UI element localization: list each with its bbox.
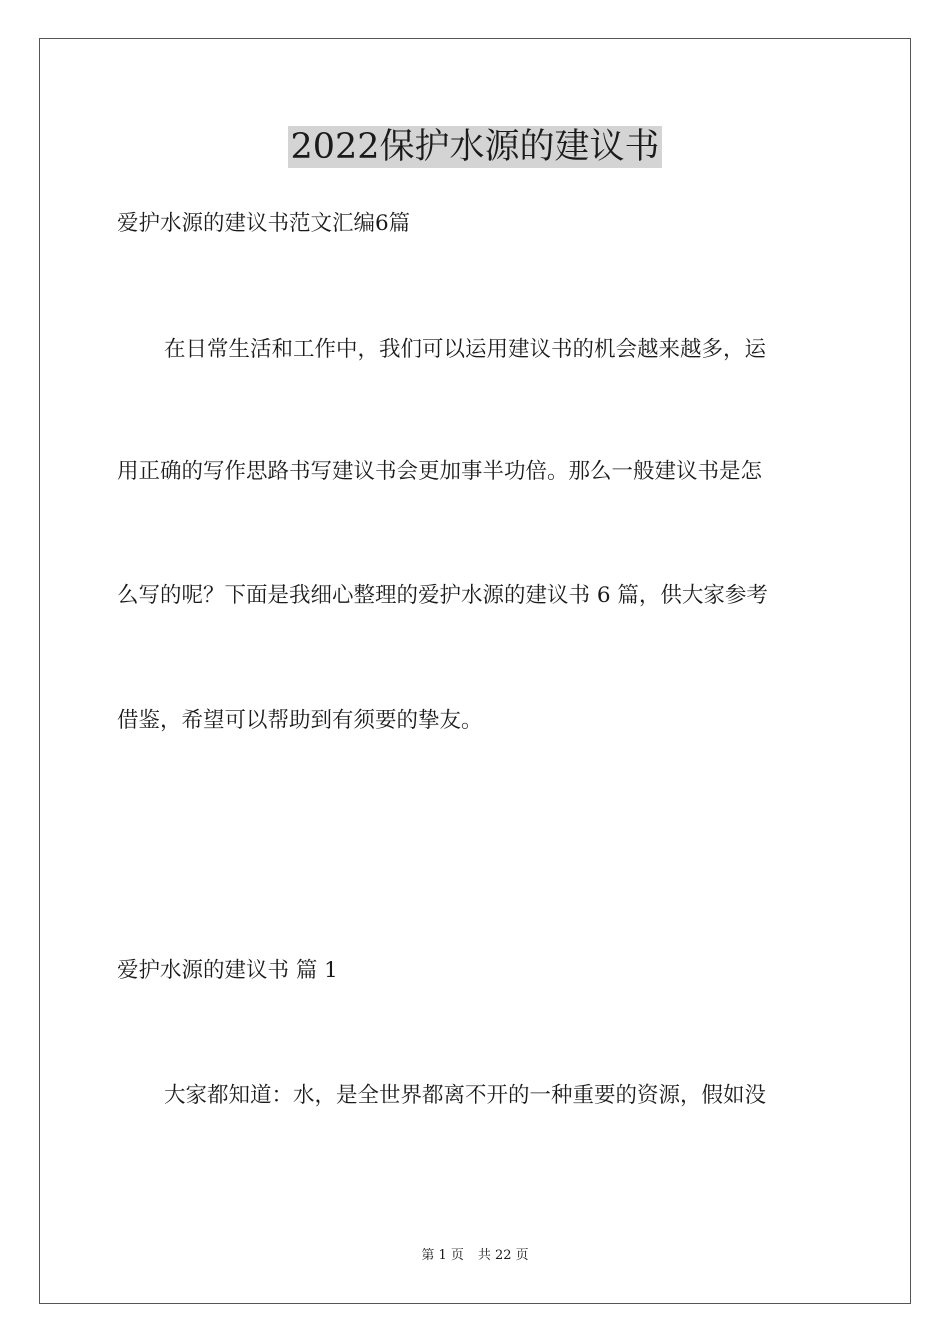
section-heading: 爱护水源的建议书 篇 1 [117,958,338,983]
intro-line-4: 借鉴，希望可以帮助到有须要的挚友。 [117,708,483,733]
page-number: 第 1 页 [421,1248,464,1263]
document-subtitle: 爱护水源的建议书范文汇编6篇 [117,211,411,236]
section-first-line: 大家都知道：水，是全世界都离不开的一种重要的资源，假如没 [164,1083,767,1108]
page-footer [0,1247,950,1265]
intro-line-3: 么写的呢？下面是我细心整理的爱护水源的建议书 6 篇，供大家参考 [117,583,768,608]
title-container [0,126,950,168]
document-title: 2022保护水源的建议书 [290,127,660,167]
intro-line-1: 在日常生活和工作中，我们可以运用建议书的机会越来越多，运 [164,337,767,362]
intro-line-2: 用正确的写作思路书写建议书会更加事半功倍。那么一般建议书是怎 [117,459,763,484]
page-total: 共 22 页 [477,1248,529,1263]
